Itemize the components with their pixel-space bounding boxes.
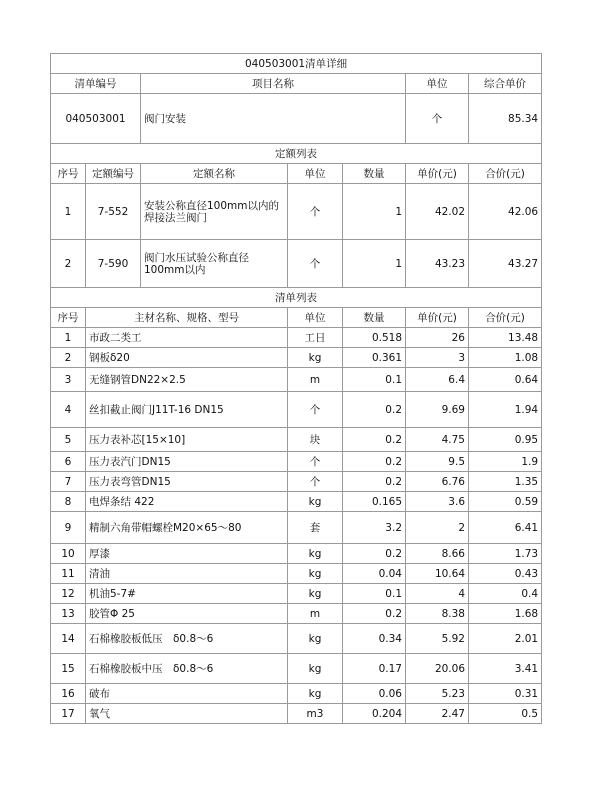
material-unit: kg: [288, 492, 343, 512]
bill-row: [51, 94, 542, 144]
material-total-header: 合价(元): [469, 308, 542, 328]
material-price: 6.76: [406, 472, 469, 492]
material-name: 厚漆: [86, 544, 288, 564]
material-row: [51, 604, 542, 624]
material-qty: 0.361: [343, 348, 406, 368]
material-price-header: 单价(元): [406, 308, 469, 328]
material-unit: m: [288, 604, 343, 624]
material-price: 8.38: [406, 604, 469, 624]
material-total: 0.5: [469, 704, 542, 724]
material-total: 1.9: [469, 452, 542, 472]
material-row: [51, 584, 542, 604]
material-price: 9.69: [406, 392, 469, 428]
material-qty: 0.2: [343, 544, 406, 564]
material-total: 0.31: [469, 684, 542, 704]
material-seq: 1: [51, 328, 86, 348]
material-seq-header: 序号: [51, 308, 86, 328]
bill-header-row: [51, 74, 542, 94]
material-unit: 个: [288, 452, 343, 472]
material-total: 1.08: [469, 348, 542, 368]
quota-qty: 1: [343, 184, 406, 240]
material-price: 3.6: [406, 492, 469, 512]
material-qty: 0.2: [343, 604, 406, 624]
material-row: [51, 564, 542, 584]
quota-total-header: 合价(元): [469, 164, 542, 184]
material-unit: kg: [288, 564, 343, 584]
material-seq: 17: [51, 704, 86, 724]
material-row: [51, 512, 542, 544]
material-seq: 4: [51, 392, 86, 428]
material-seq: 6: [51, 452, 86, 472]
material-name: 市政二类工: [86, 328, 288, 348]
material-name: 钢板δ20: [86, 348, 288, 368]
material-price: 2.47: [406, 704, 469, 724]
quota-qty: 1: [343, 240, 406, 288]
material-qty: 0.1: [343, 584, 406, 604]
quota-name: 阀门水压试验公称直径100mm以内: [141, 240, 288, 288]
quota-header-row: [51, 164, 542, 184]
material-price: 10.64: [406, 564, 469, 584]
material-total: 6.41: [469, 512, 542, 544]
quota-unit: 个: [288, 240, 343, 288]
material-total: 2.01: [469, 624, 542, 654]
material-row: [51, 654, 542, 684]
material-qty: 0.204: [343, 704, 406, 724]
material-price: 4: [406, 584, 469, 604]
material-name: 丝扣截止阀门J11T-16 DN15: [86, 392, 288, 428]
quota-price-header: 单价(元): [406, 164, 469, 184]
material-price: 9.5: [406, 452, 469, 472]
material-total: 0.64: [469, 368, 542, 392]
material-name: 压力表弯管DN15: [86, 472, 288, 492]
material-unit: 个: [288, 472, 343, 492]
quota-unit-header: 单位: [288, 164, 343, 184]
quota-name-header: 定额名称: [141, 164, 288, 184]
quota-name: 安装公称直径100mm以内的焊接法兰阀门: [141, 184, 288, 240]
material-price: 5.92: [406, 624, 469, 654]
quota-total: 42.06: [469, 184, 542, 240]
quota-section-title: 定额列表: [51, 144, 542, 164]
material-total: 13.48: [469, 328, 542, 348]
quota-unit: 个: [288, 184, 343, 240]
bill-detail-table: [50, 53, 542, 724]
material-unit-header: 单位: [288, 308, 343, 328]
quota-code: 7-590: [86, 240, 141, 288]
material-name: 破布: [86, 684, 288, 704]
material-total: 1.35: [469, 472, 542, 492]
material-qty: 0.2: [343, 392, 406, 428]
quota-seq-header: 序号: [51, 164, 86, 184]
material-price: 20.06: [406, 654, 469, 684]
material-price: 8.66: [406, 544, 469, 564]
material-total: 1.73: [469, 544, 542, 564]
quota-price: 42.02: [406, 184, 469, 240]
bill-name: 阀门安装: [141, 94, 406, 144]
quota-row: [51, 240, 542, 288]
material-qty: 0.1: [343, 368, 406, 392]
material-unit: kg: [288, 624, 343, 654]
material-seq: 10: [51, 544, 86, 564]
material-qty: 0.06: [343, 684, 406, 704]
quota-code-header: 定额编号: [86, 164, 141, 184]
material-name: 精制六角带帽螺栓M20×65～80: [86, 512, 288, 544]
quota-seq: 1: [51, 184, 86, 240]
quota-total: 43.27: [469, 240, 542, 288]
bill-price: 85.34: [469, 94, 542, 144]
material-seq: 11: [51, 564, 86, 584]
material-row: [51, 348, 542, 368]
material-unit: 套: [288, 512, 343, 544]
bill-code: 040503001: [51, 94, 141, 144]
material-name: 压力表补芯[15×10]: [86, 428, 288, 452]
material-seq: 16: [51, 684, 86, 704]
material-price: 3: [406, 348, 469, 368]
material-row: [51, 428, 542, 452]
material-row: [51, 544, 542, 564]
material-unit: kg: [288, 544, 343, 564]
quota-qty-header: 数量: [343, 164, 406, 184]
quota-code: 7-552: [86, 184, 141, 240]
material-unit: 个: [288, 392, 343, 428]
material-row: [51, 684, 542, 704]
material-unit: 块: [288, 428, 343, 452]
material-seq: 15: [51, 654, 86, 684]
material-price: 2: [406, 512, 469, 544]
quota-price: 43.23: [406, 240, 469, 288]
quota-seq: 2: [51, 240, 86, 288]
material-price: 5.23: [406, 684, 469, 704]
material-total: 3.41: [469, 654, 542, 684]
material-qty: 3.2: [343, 512, 406, 544]
material-row: [51, 328, 542, 348]
material-row: [51, 624, 542, 654]
material-qty: 0.2: [343, 472, 406, 492]
material-seq: 9: [51, 512, 86, 544]
material-name: 石棉橡胶板低压 δ0.8～6: [86, 624, 288, 654]
material-qty: 0.34: [343, 624, 406, 654]
material-price: 26: [406, 328, 469, 348]
material-row: [51, 704, 542, 724]
material-unit: 工日: [288, 328, 343, 348]
material-row: [51, 368, 542, 392]
material-unit: m3: [288, 704, 343, 724]
material-qty-header: 数量: [343, 308, 406, 328]
bill-code-header: 清单编号: [51, 74, 141, 94]
bill-unit-header: 单位: [406, 74, 469, 94]
material-unit: kg: [288, 684, 343, 704]
material-price: 4.75: [406, 428, 469, 452]
material-unit: kg: [288, 348, 343, 368]
material-name: 胶管Φ 25: [86, 604, 288, 624]
material-qty: 0.2: [343, 452, 406, 472]
material-seq: 8: [51, 492, 86, 512]
material-name: 清油: [86, 564, 288, 584]
material-row: [51, 472, 542, 492]
bill-price-header: 综合单价: [469, 74, 542, 94]
material-qty: 0.2: [343, 428, 406, 452]
material-seq: 14: [51, 624, 86, 654]
material-unit: m: [288, 368, 343, 392]
material-unit: kg: [288, 654, 343, 684]
material-header-row: [51, 308, 542, 328]
material-name: 压力表汽门DN15: [86, 452, 288, 472]
material-name: 机油5-7#: [86, 584, 288, 604]
material-name: 氧气: [86, 704, 288, 724]
material-price: 6.4: [406, 368, 469, 392]
material-total: 1.94: [469, 392, 542, 428]
bill-unit: 个: [406, 94, 469, 144]
material-section-title: 清单列表: [51, 288, 542, 308]
material-seq: 2: [51, 348, 86, 368]
material-seq: 5: [51, 428, 86, 452]
material-total: 0.59: [469, 492, 542, 512]
material-row: [51, 492, 542, 512]
material-total: 1.68: [469, 604, 542, 624]
material-seq: 3: [51, 368, 86, 392]
bill-name-header: 项目名称: [141, 74, 406, 94]
material-seq: 13: [51, 604, 86, 624]
material-qty: 0.165: [343, 492, 406, 512]
quota-row: [51, 184, 542, 240]
table-title: 040503001清单详细: [51, 54, 542, 74]
material-seq: 7: [51, 472, 86, 492]
material-qty: 0.17: [343, 654, 406, 684]
material-name-header: 主材名称、规格、型号: [86, 308, 288, 328]
material-name: 石棉橡胶板中压 δ0.8～6: [86, 654, 288, 684]
material-name: 无缝钢管DN22×2.5: [86, 368, 288, 392]
material-qty: 0.518: [343, 328, 406, 348]
material-total: 0.43: [469, 564, 542, 584]
material-seq: 12: [51, 584, 86, 604]
material-qty: 0.04: [343, 564, 406, 584]
material-total: 0.95: [469, 428, 542, 452]
material-unit: kg: [288, 584, 343, 604]
material-total: 0.4: [469, 584, 542, 604]
material-row: [51, 452, 542, 472]
material-name: 电焊条结 422: [86, 492, 288, 512]
material-row: [51, 392, 542, 428]
